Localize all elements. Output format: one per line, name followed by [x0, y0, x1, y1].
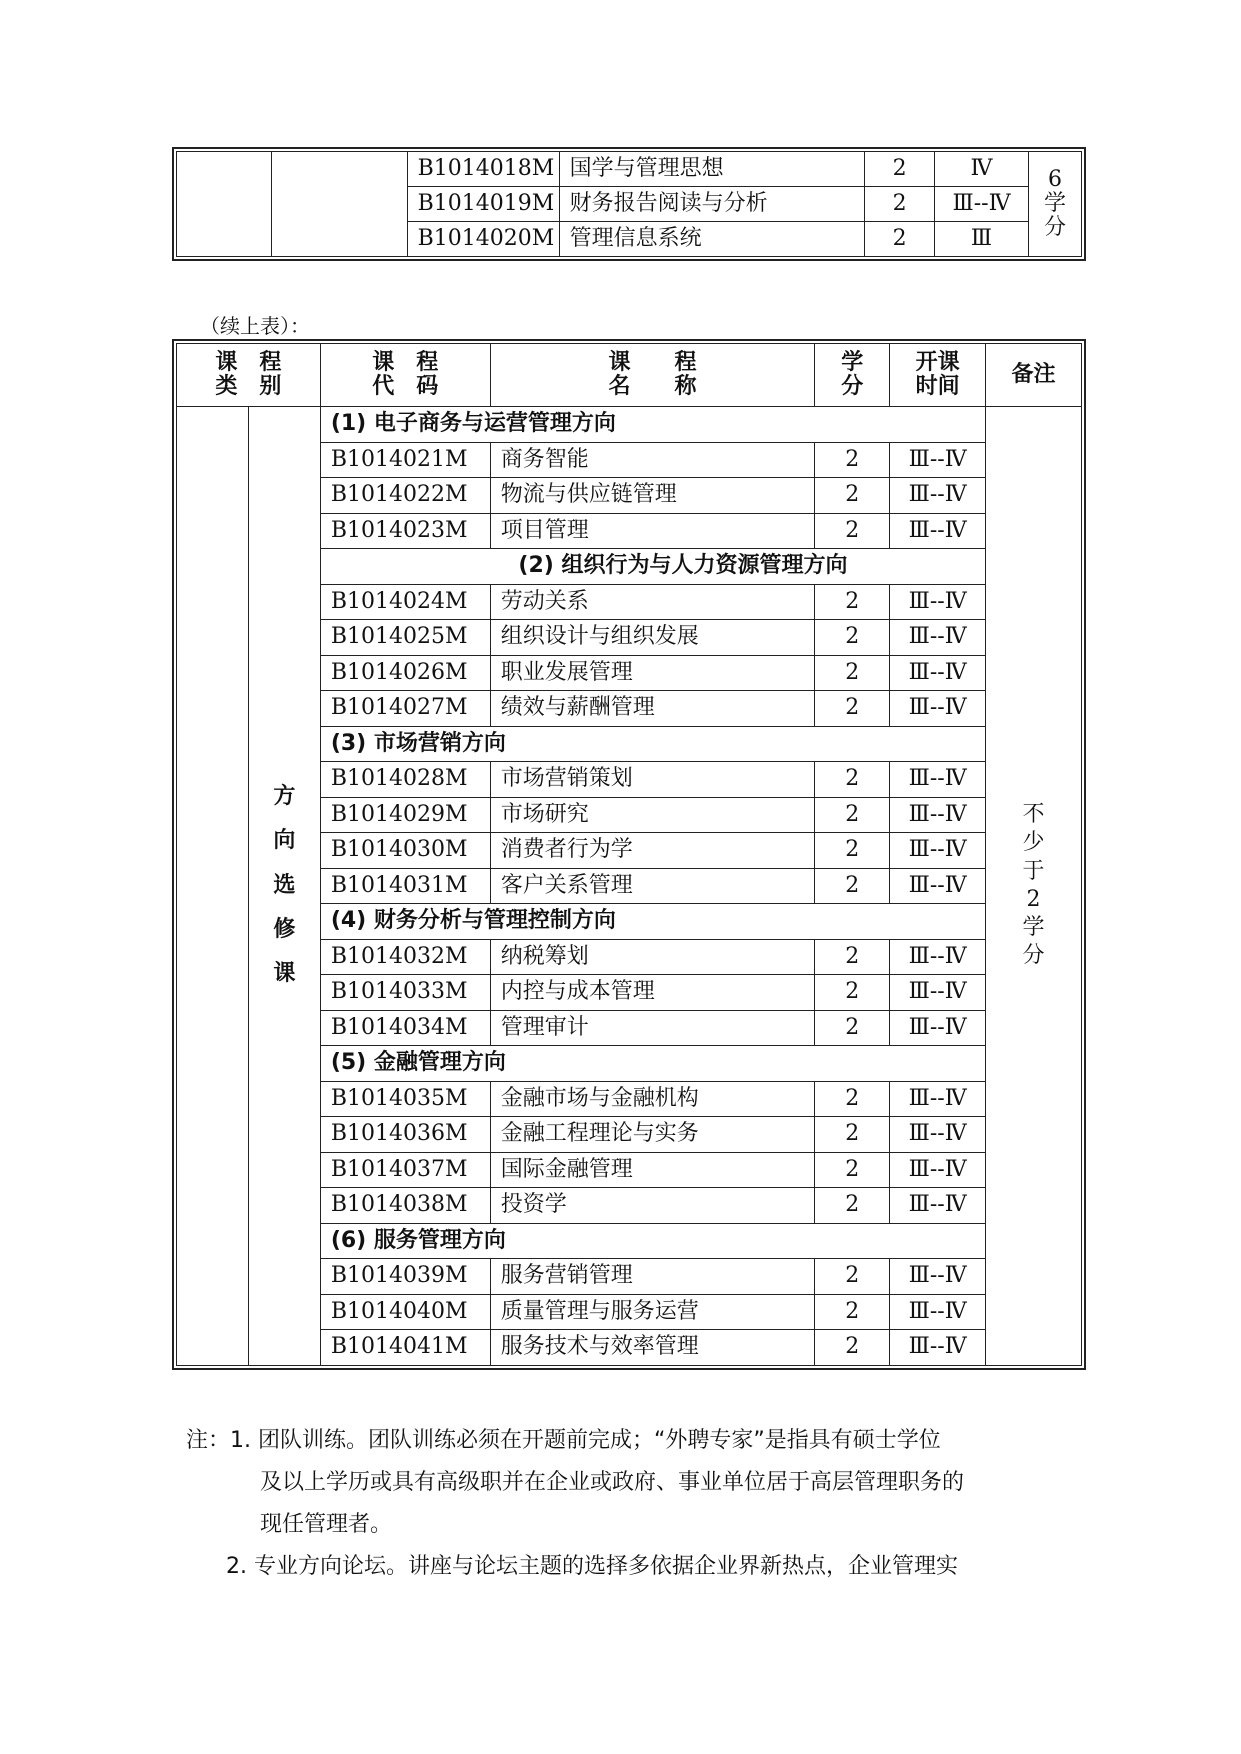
course-name: 绩效与薪酬管理 [490, 691, 815, 727]
course-code: B1014031M [320, 868, 490, 904]
course-name: 质量管理与服务运营 [490, 1294, 815, 1330]
remark-char: 于 [1022, 858, 1045, 884]
course-code: B1014034M [320, 1010, 490, 1046]
header-name-line1: 课 程 [608, 349, 697, 375]
course-name: 纳税筹划 [490, 939, 815, 975]
header-category-line1: 课 程 [215, 349, 282, 375]
course-credit: 2 [815, 584, 890, 620]
category-char: 课 [273, 961, 296, 987]
table-row [177, 152, 1082, 187]
note-1-line-1: 注：1. 团队训练。团队训练必须在开题前完成；“外聘专家”是指具有硕士学位 [186, 1428, 941, 1453]
course-credit: 2 [815, 975, 890, 1011]
course-term: Ⅲ--Ⅳ [890, 797, 986, 833]
course-term: Ⅲ--Ⅳ [890, 1330, 986, 1366]
header-term-line1: 开课 [915, 349, 960, 375]
header-term-line2: 时间 [915, 374, 960, 399]
header-credit-line2: 分 [841, 374, 864, 399]
course-term: Ⅲ--Ⅳ [890, 584, 986, 620]
course-code: B1014022M [320, 478, 490, 514]
course-code: B1014029M [320, 797, 490, 833]
course-code: B1014021M [320, 442, 490, 478]
remark-char: 不 [1022, 802, 1045, 828]
course-term: Ⅲ--Ⅳ [890, 478, 986, 514]
remark-char: 学 [1022, 914, 1045, 940]
course-credit: 2 [865, 187, 935, 222]
group-title: (2) 组织行为与人力资源管理方向 [320, 549, 985, 585]
header-name [490, 344, 815, 407]
course-term: Ⅲ--Ⅳ [890, 1259, 986, 1295]
elective-course-table [176, 343, 1082, 1366]
course-term: Ⅲ--Ⅳ [890, 833, 986, 869]
empty-category-cell [177, 152, 272, 257]
course-code: B1014026M [320, 655, 490, 691]
header-term [890, 344, 986, 407]
course-credit: 2 [815, 513, 890, 549]
group-title: (3) 市场营销方向 [320, 726, 985, 762]
group-title: (5) 金融管理方向 [320, 1046, 985, 1082]
course-name: 国学与管理思想 [559, 152, 865, 187]
course-credit: 2 [815, 1259, 890, 1295]
course-code: B1014040M [320, 1294, 490, 1330]
remark-char: 少 [1022, 830, 1045, 856]
header-category [177, 344, 321, 407]
course-name: 物流与供应链管理 [490, 478, 815, 514]
course-name: 市场研究 [490, 797, 815, 833]
course-term: Ⅲ--Ⅳ [890, 691, 986, 727]
course-term: Ⅲ--Ⅳ [890, 762, 986, 798]
remark-char: 分 [1022, 943, 1045, 969]
course-credit: 2 [815, 655, 890, 691]
course-code: B1014027M [320, 691, 490, 727]
footnotes [186, 1420, 1066, 1588]
course-credit: 2 [815, 1010, 890, 1046]
header-code-line1: 课 程 [372, 349, 439, 375]
table-caption: （续上表）： [200, 314, 310, 338]
course-code: B1014018M [407, 152, 559, 187]
course-name: 管理信息系统 [559, 222, 865, 257]
course-name: 投资学 [490, 1188, 815, 1224]
course-credit: 2 [815, 797, 890, 833]
course-term: Ⅲ--Ⅳ [890, 939, 986, 975]
course-code: B1014020M [407, 222, 559, 257]
course-term: Ⅲ--Ⅳ [890, 1081, 986, 1117]
course-name: 客户关系管理 [490, 868, 815, 904]
table-header-row [177, 344, 1082, 407]
course-term: Ⅲ--Ⅳ [890, 513, 986, 549]
course-name: 金融市场与金融机构 [490, 1081, 815, 1117]
empty-category-cell [177, 407, 249, 1366]
course-credit: 2 [815, 939, 890, 975]
course-term: Ⅳ [935, 152, 1029, 187]
course-name: 商务智能 [490, 442, 815, 478]
course-name: 服务技术与效率管理 [490, 1330, 815, 1366]
course-name: 服务营销管理 [490, 1259, 815, 1295]
course-code: B1014039M [320, 1259, 490, 1295]
course-credit: 2 [815, 691, 890, 727]
course-code: B1014025M [320, 620, 490, 656]
remark-cell [1028, 152, 1081, 257]
course-term: Ⅲ--Ⅳ [890, 655, 986, 691]
course-name: 国际金融管理 [490, 1152, 815, 1188]
course-code: B1014037M [320, 1152, 490, 1188]
course-code: B1014019M [407, 187, 559, 222]
course-credit: 2 [815, 1294, 890, 1330]
course-term: Ⅲ--Ⅳ [890, 442, 986, 478]
course-code: B1014024M [320, 584, 490, 620]
course-credit: 2 [815, 1081, 890, 1117]
course-term: Ⅲ--Ⅳ [890, 1294, 986, 1330]
course-name: 组织设计与组织发展 [490, 620, 815, 656]
course-name: 消费者行为学 [490, 833, 815, 869]
course-code: B1014035M [320, 1081, 490, 1117]
course-credit: 2 [815, 478, 890, 514]
course-code: B1014023M [320, 513, 490, 549]
course-term: Ⅲ [935, 222, 1029, 257]
note-2-line-1: 2. 专业方向论坛。讲座与论坛主题的选择多依据企业界新热点，企业管理实 [226, 1554, 958, 1579]
course-code: B1014028M [320, 762, 490, 798]
course-credit: 2 [815, 868, 890, 904]
course-name: 财务报告阅读与分析 [559, 187, 865, 222]
course-code: B1014030M [320, 833, 490, 869]
category-char: 方 [273, 784, 296, 810]
remark-char: 学 [1043, 190, 1066, 216]
header-category-line2: 类 别 [215, 374, 282, 399]
course-credit: 2 [865, 222, 935, 257]
course-credit: 2 [815, 1330, 890, 1366]
course-credit: 2 [815, 442, 890, 478]
group-title-row [177, 407, 1082, 443]
category-char: 修 [273, 916, 296, 942]
header-code [320, 344, 490, 407]
course-name: 内控与成本管理 [490, 975, 815, 1011]
course-credit: 2 [815, 1117, 890, 1153]
continued-course-table [176, 151, 1082, 257]
course-credit: 2 [815, 762, 890, 798]
course-credit: 2 [815, 1152, 890, 1188]
course-code: B1014038M [320, 1188, 490, 1224]
group-title: (6) 服务管理方向 [320, 1223, 985, 1259]
course-term: Ⅲ--Ⅳ [935, 187, 1029, 222]
category-char: 向 [273, 828, 296, 854]
header-credit-line1: 学 [841, 349, 864, 375]
course-term: Ⅲ--Ⅳ [890, 1010, 986, 1046]
course-code: B1014032M [320, 939, 490, 975]
course-name: 劳动关系 [490, 584, 815, 620]
course-credit: 2 [815, 1188, 890, 1224]
header-remark: 备注 [986, 344, 1082, 407]
course-name: 市场营销策划 [490, 762, 815, 798]
remark-cell [986, 407, 1082, 1366]
course-credit: 2 [815, 833, 890, 869]
course-name: 管理审计 [490, 1010, 815, 1046]
course-credit: 2 [865, 152, 935, 187]
course-term: Ⅲ--Ⅳ [890, 868, 986, 904]
course-name: 金融工程理论与实务 [490, 1117, 815, 1153]
course-code: B1014041M [320, 1330, 490, 1366]
course-term: Ⅲ--Ⅳ [890, 1152, 986, 1188]
category-cell [248, 407, 320, 1366]
course-credit: 2 [815, 620, 890, 656]
remark-char: 6 [1047, 166, 1062, 192]
header-credit [815, 344, 890, 407]
course-term: Ⅲ--Ⅳ [890, 1188, 986, 1224]
note-1-line-2: 及以上学历或具有高级职并在企业或政府、事业单位居于高层管理职务的 [260, 1470, 965, 1495]
category-char: 选 [273, 872, 296, 898]
header-code-line2: 代 码 [372, 374, 439, 399]
course-code: B1014033M [320, 975, 490, 1011]
group-title: (1) 电子商务与运营管理方向 [320, 407, 985, 443]
course-code: B1014036M [320, 1117, 490, 1153]
group-title: (4) 财务分析与管理控制方向 [320, 904, 985, 940]
course-name: 职业发展管理 [490, 655, 815, 691]
course-term: Ⅲ--Ⅳ [890, 1117, 986, 1153]
empty-subcategory-cell [271, 152, 407, 257]
header-name-line2: 名 称 [608, 374, 697, 399]
course-term: Ⅲ--Ⅳ [890, 620, 986, 656]
course-term: Ⅲ--Ⅳ [890, 975, 986, 1011]
remark-char: 2 [1026, 886, 1041, 912]
note-1-line-3: 现任管理者。 [260, 1512, 393, 1537]
course-name: 项目管理 [490, 513, 815, 549]
remark-char: 分 [1043, 215, 1066, 241]
